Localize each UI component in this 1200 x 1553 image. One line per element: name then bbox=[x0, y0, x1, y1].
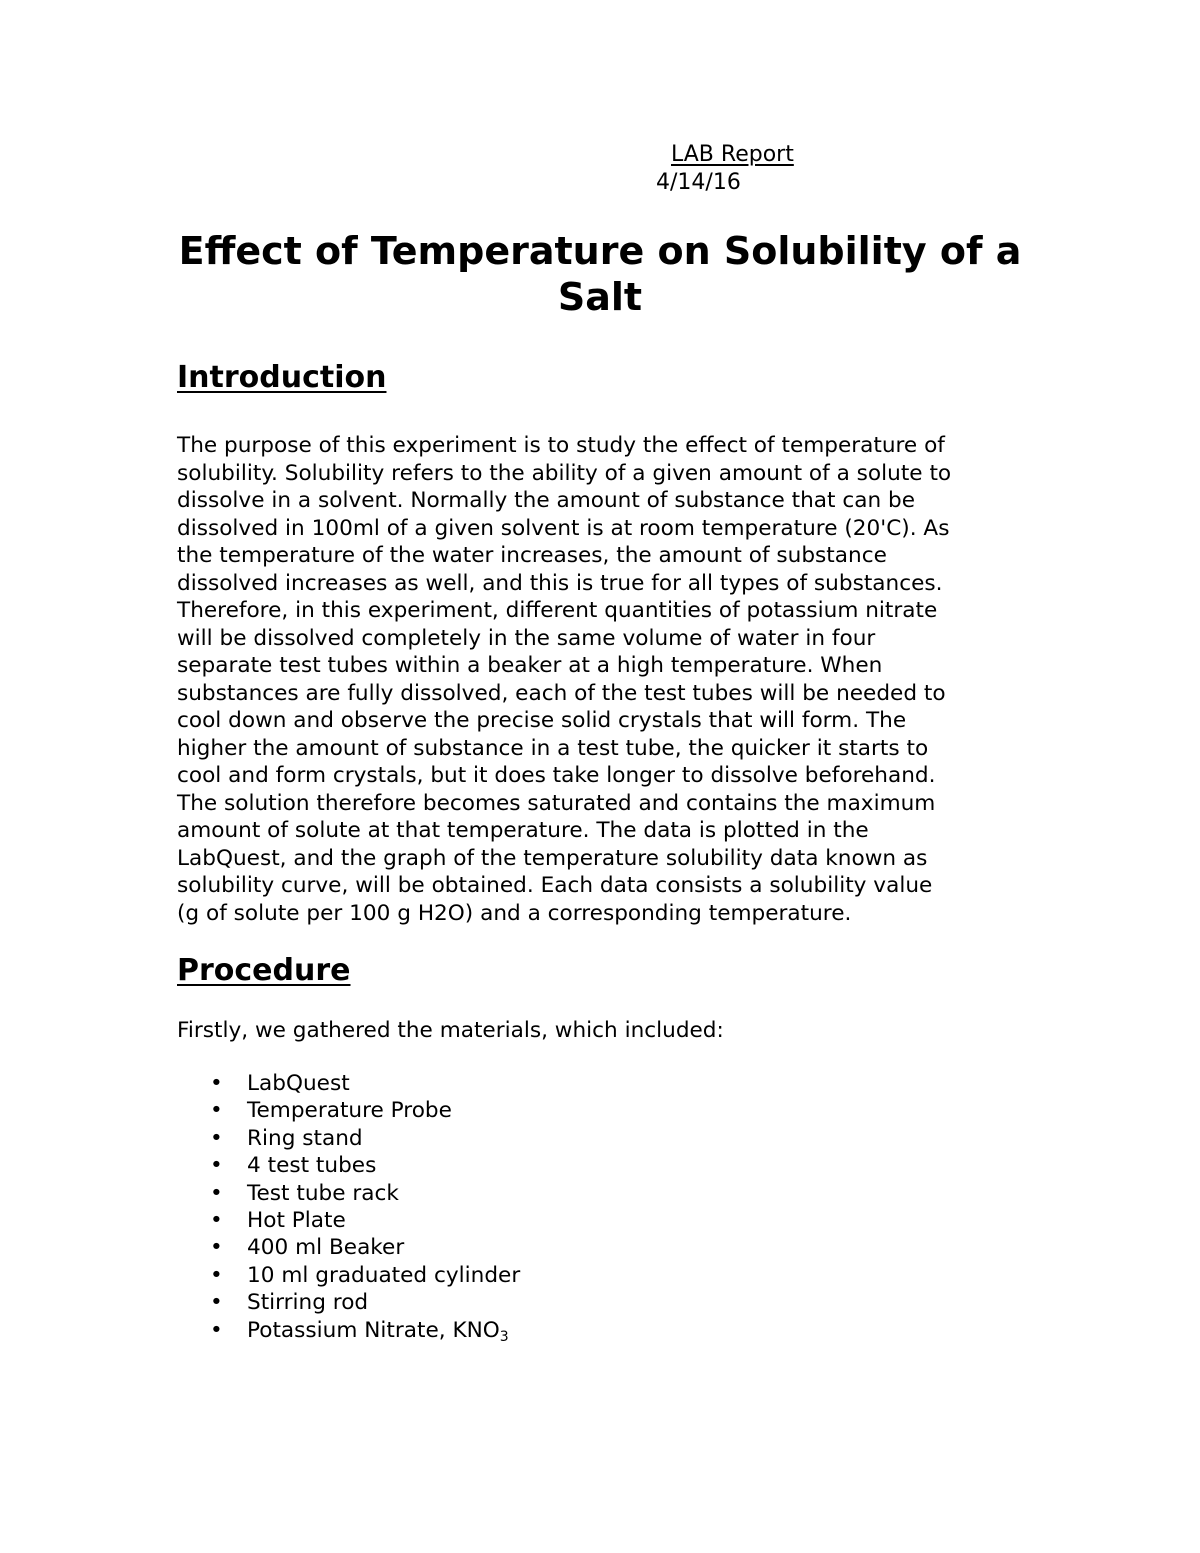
document-title: Effect of Temperature on Solubility of a Salt bbox=[178, 229, 1022, 319]
material-label: Potassium Nitrate, KNO bbox=[247, 1317, 500, 1343]
introduction-heading: Introduction bbox=[177, 360, 387, 395]
report-label: LAB Report bbox=[671, 142, 794, 167]
material-label: Test tube rack bbox=[247, 1180, 399, 1206]
chemical-subscript: 3 bbox=[499, 1328, 509, 1345]
list-item bbox=[177, 1262, 520, 1289]
bullet-icon: • bbox=[210, 1180, 223, 1206]
material-label: Temperature Probe bbox=[247, 1098, 452, 1124]
bullet-icon: • bbox=[210, 1262, 223, 1288]
materials-list bbox=[177, 1070, 520, 1344]
bullet-icon: • bbox=[210, 1290, 223, 1316]
list-item bbox=[177, 1125, 520, 1152]
list-item bbox=[177, 1152, 520, 1179]
bullet-icon: • bbox=[210, 1207, 223, 1233]
bullet-icon: • bbox=[210, 1317, 223, 1343]
bullet-icon: • bbox=[210, 1098, 223, 1124]
report-date: 4/14/16 bbox=[656, 170, 741, 195]
material-label: LabQuest bbox=[247, 1071, 350, 1096]
list-item bbox=[177, 1097, 520, 1124]
material-label: Ring stand bbox=[247, 1125, 363, 1151]
list-item bbox=[177, 1234, 520, 1261]
list-item bbox=[177, 1070, 520, 1097]
bullet-icon: • bbox=[210, 1071, 223, 1096]
material-label: 10 ml graduated cylinder bbox=[247, 1262, 521, 1288]
bullet-icon: • bbox=[210, 1153, 223, 1179]
material-label: 4 test tubes bbox=[247, 1153, 377, 1179]
list-item bbox=[177, 1180, 520, 1207]
bullet-icon: • bbox=[210, 1125, 223, 1151]
list-item bbox=[177, 1317, 520, 1344]
procedure-heading: Procedure bbox=[177, 953, 351, 988]
list-item bbox=[177, 1207, 520, 1234]
procedure-intro: Firstly, we gathered the materials, which included: bbox=[177, 1018, 724, 1043]
material-label: Hot Plate bbox=[247, 1207, 346, 1233]
introduction-paragraph: The purpose of this experiment is to study the effect of temperature of solubility. Solubility refers to the ability of a given amount of a solute to dissolve in a solvent. Normally the amount of substance that can be dissolved in 100ml of a given solvent is at room temperature (20'C). As the temperature of the water increases, the amount of substance dissolved increases as well, and this is true for all types of substances. Therefore, in this experiment, different quantities of potassium nitrate will be dissolved completely in the same volume of water in four separate test tubes within a beaker at a high temperature. When substances are fully dissolved, each of the test tubes will be needed to cool down and observe the precise solid crystals that will form. The higher the amount of substance in a test tube, the quicker it starts to cool and form crystals, but it does take longer to dissolve beforehand. The solution therefore becomes saturated and contains the maximum amount of solute at that temperature. The data is plotted in the LabQuest, and the graph of the temperature solubility data known as solubility curve, will be obtained. Each data consists a solubility value (g of solute per 100 g H2O) and a corresponding temperature. bbox=[177, 433, 952, 926]
material-label: 400 ml Beaker bbox=[247, 1235, 405, 1261]
list-item bbox=[177, 1289, 520, 1316]
bullet-icon: • bbox=[210, 1235, 223, 1261]
material-label: Stirring rod bbox=[247, 1290, 369, 1316]
